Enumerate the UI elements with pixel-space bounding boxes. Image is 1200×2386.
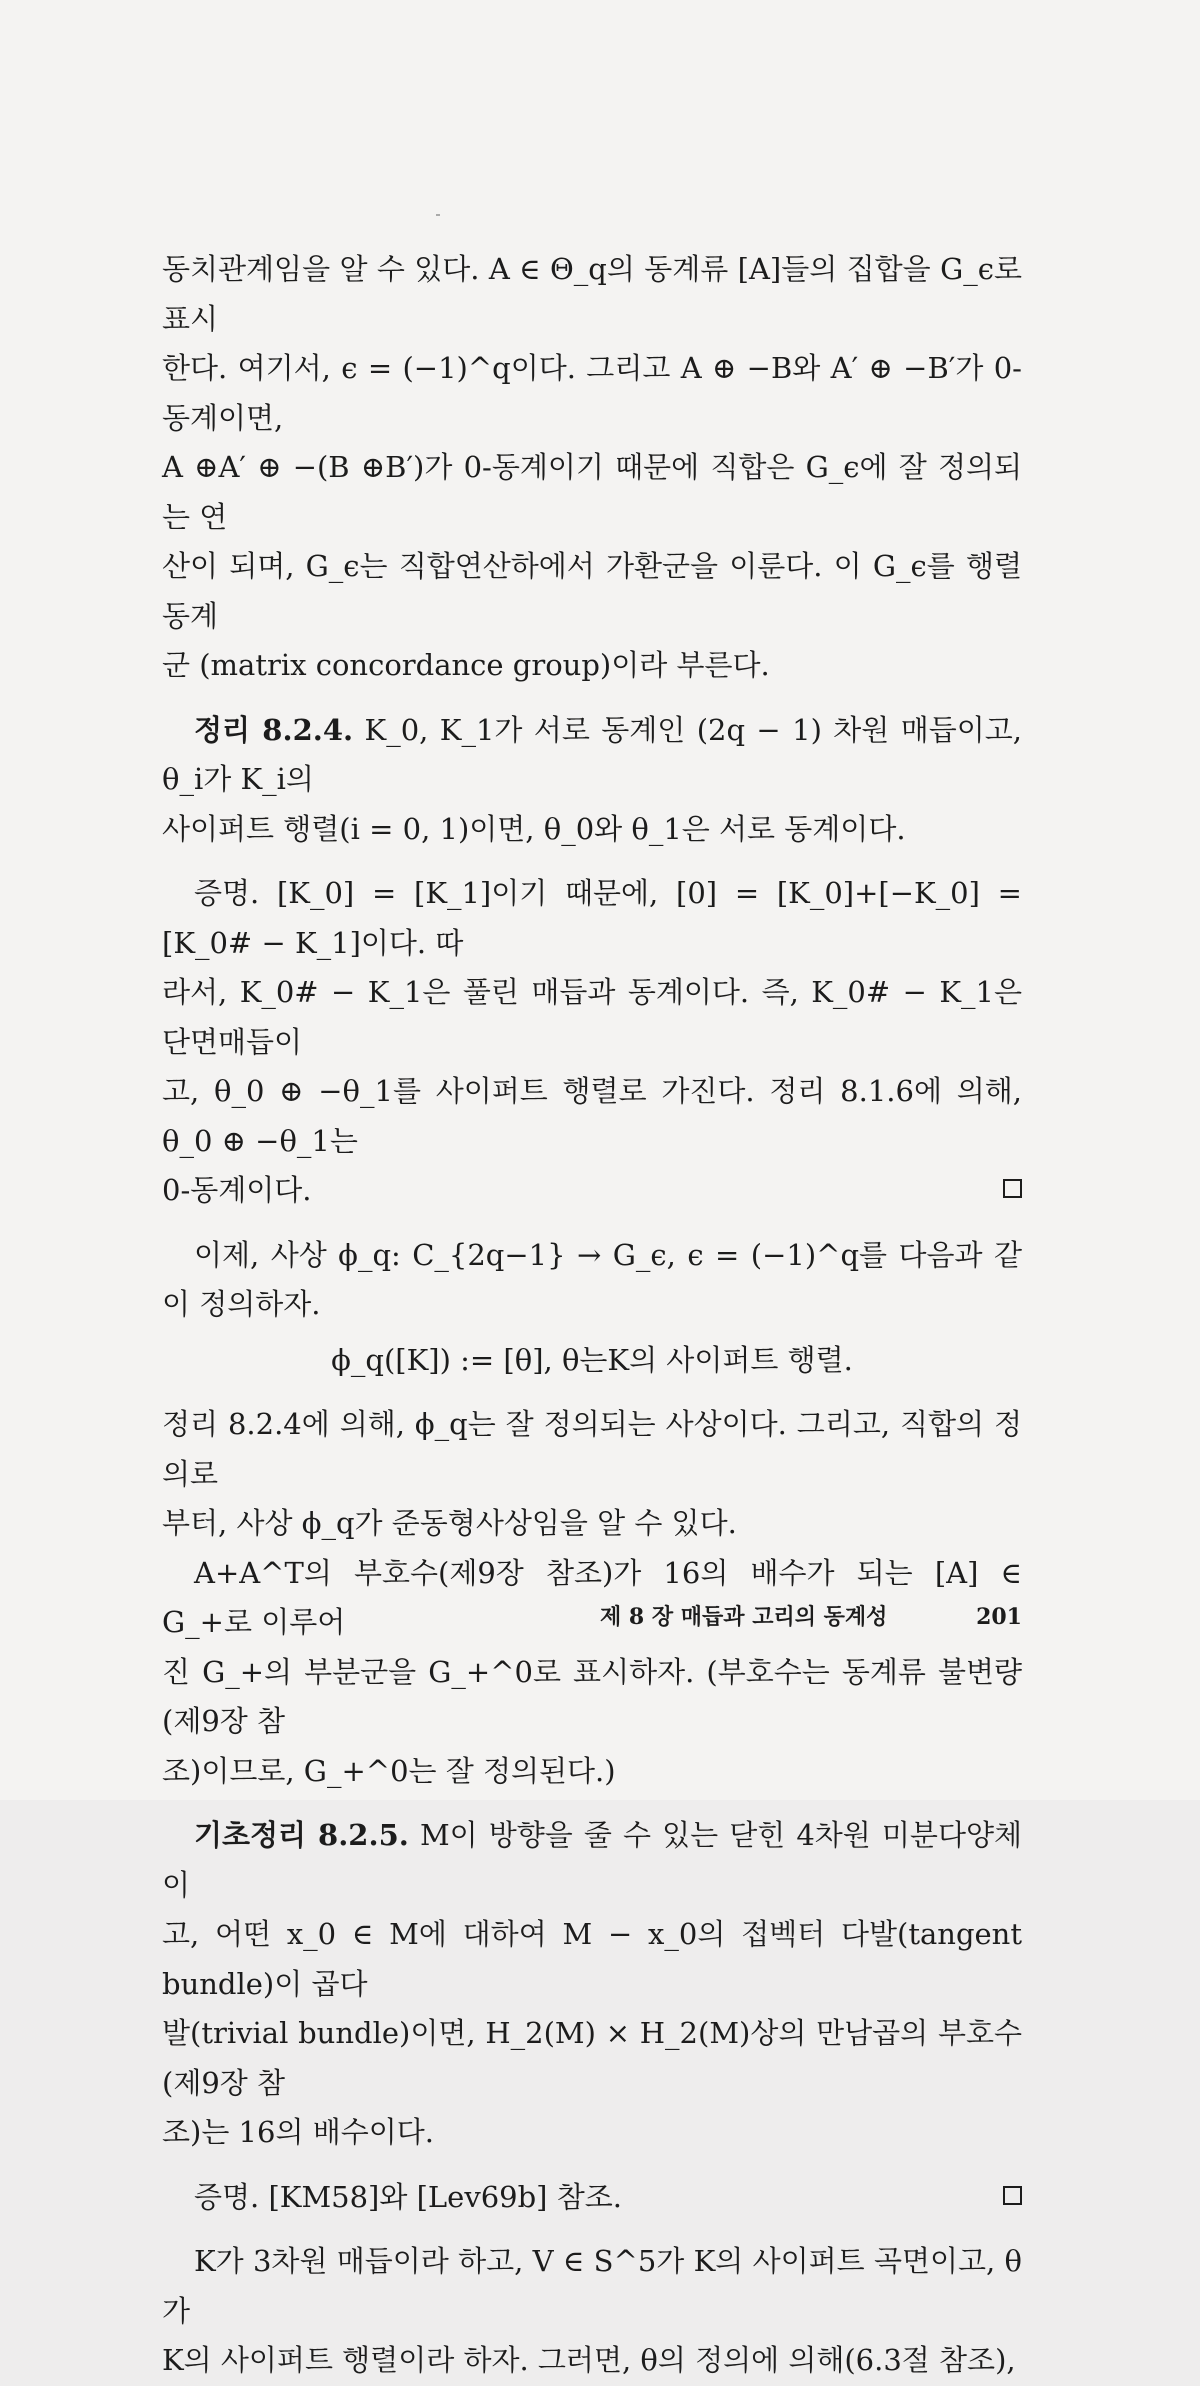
page-body xyxy=(162,245,1022,2386)
text-line: 정리 8.2.4에 의해, ϕ_q는 잘 정의되는 사상이다. 그리고, 직합의 정의로 xyxy=(162,1407,1022,1491)
text-line xyxy=(162,1166,1022,1216)
theorem-text: K_0, K_1가 서로 동계인 (2q − 1) 차원 매듭이고, θ_i가 K_i의 xyxy=(162,712,1022,796)
paragraph-subgroup xyxy=(162,1549,1022,1797)
paragraph-homomorphism xyxy=(162,1400,1022,1549)
qed-box-icon xyxy=(1003,1179,1022,1198)
text-line: 산이 되며, G_ϵ는 직합연산하에서 가환군을 이룬다. 이 G_ϵ를 행렬동계 xyxy=(162,549,1022,633)
lemma-8-2-5 xyxy=(162,1811,1022,2158)
theorem-label: 정리 8.2.4. xyxy=(194,712,354,747)
text-line: 한다. 여기서, ϵ = (−1)^q이다. 그리고 A ⊕ −B와 A′ ⊕ −B′가 0-동계이면, xyxy=(162,351,1022,435)
display-formula: ϕ_q([K]) := [θ], θ는K의 사이퍼트 행렬. xyxy=(331,1342,853,1377)
text-line: 사이퍼트 행렬(i = 0, 1)이면, θ_0와 θ_1은 서로 동계이다. xyxy=(162,811,906,846)
lemma-text: M이 방향을 줄 수 있는 닫힌 4차원 미분다양체이 xyxy=(162,1818,1022,1902)
qed-box-icon xyxy=(1003,2186,1022,2205)
text-line: 라서, K_0# − K_1은 풀린 매듭과 동계이다. 즉, K_0# − K_1은 단면매듭이 xyxy=(162,975,1022,1059)
paragraph-intro xyxy=(162,245,1022,691)
theorem-8-2-4 xyxy=(162,706,1022,855)
text-line xyxy=(162,1811,1022,1910)
text-line: 발(trivial bundle)이면, H_2(M) × H_2(M)상의 만남곱의 부호수(제9장 참 xyxy=(162,2016,1022,2100)
text-line: 진 G_+의 부분군을 G_+^0로 표시하자. (부호수는 동계류 불변량(제9장 참 xyxy=(162,1654,1022,1738)
proof-8-2-5 xyxy=(162,2173,1022,2223)
running-footer-chapter: 제 8 장 매듭과 고리의 동계성 xyxy=(600,1604,888,1630)
text-line: 조)는 16의 배수이다. xyxy=(162,2115,434,2149)
text-line: 동치관계임을 알 수 있다. A ∈ Θ_q의 동계류 [A]들의 집합을 G_ϵ로 표시 xyxy=(162,252,1022,336)
scan-speck xyxy=(436,214,440,216)
text-line: 부터, 사상 ϕ_q가 준동형사상임을 알 수 있다. xyxy=(162,1506,737,1540)
proof-end-text: 0-동계이다. xyxy=(162,1173,312,1207)
proof-8-2-4 xyxy=(162,869,1022,1216)
text-line: A ⊕A′ ⊕ −(B ⊕B′)가 0-동계이기 때문에 직합은 G_ϵ에 잘 정의되는 연 xyxy=(162,450,1022,534)
text-line: K가 3차원 매듭이라 하고, V ∈ S^5가 K의 사이퍼트 곡면이고, θ가 xyxy=(162,2244,1022,2328)
lemma-label: 기초정리 8.2.5. xyxy=(194,1818,409,1852)
text-line: 군 (matrix concordance group)이라 부른다. xyxy=(162,648,770,682)
text-line: 고, θ_0 ⊕ −θ_1를 사이퍼트 행렬로 가진다. 정리 8.1.6에 의해, θ_0 ⊕ −θ_1는 xyxy=(162,1074,1022,1158)
text-line: 고, 어떤 x_0 ∈ M에 대하여 M − x_0의 접벡터 다발(tangent bundle)이 곱다 xyxy=(162,1917,1022,2001)
text-line: 조)이므로, G_+^0는 잘 정의된다.) xyxy=(162,1753,616,1788)
page-number: 201 xyxy=(976,1604,1022,1630)
proof-text: 증명. [KM58]와 [Lev69b] 참조. xyxy=(194,2179,622,2214)
text-line: A+A^T의 부호수(제9장 참조)가 16의 배수가 되는 [A] ∈ G_+로 이루어 xyxy=(162,1555,1022,1639)
paragraph-definition xyxy=(162,1231,1022,1386)
text-line: 이제, 사상 ϕ_q: C_{2q−1} → G_ϵ, ϵ = (−1)^q를 다음과 같이 정의하자. xyxy=(162,1237,1022,1321)
text-line xyxy=(162,2173,1022,2223)
text-line: K의 사이퍼트 행렬이라 하자. 그러면, θ의 정의에 의해(6.3절 참조), xyxy=(162,2343,1016,2377)
paragraph-seifert xyxy=(162,2237,1022,2386)
text-line: 증명. [K_0] = [K_1]이기 때문에, [0] = [K_0]+[−K_0] = [K_0# − K_1]이다. 따 xyxy=(162,876,1022,960)
text-line xyxy=(162,706,1022,805)
